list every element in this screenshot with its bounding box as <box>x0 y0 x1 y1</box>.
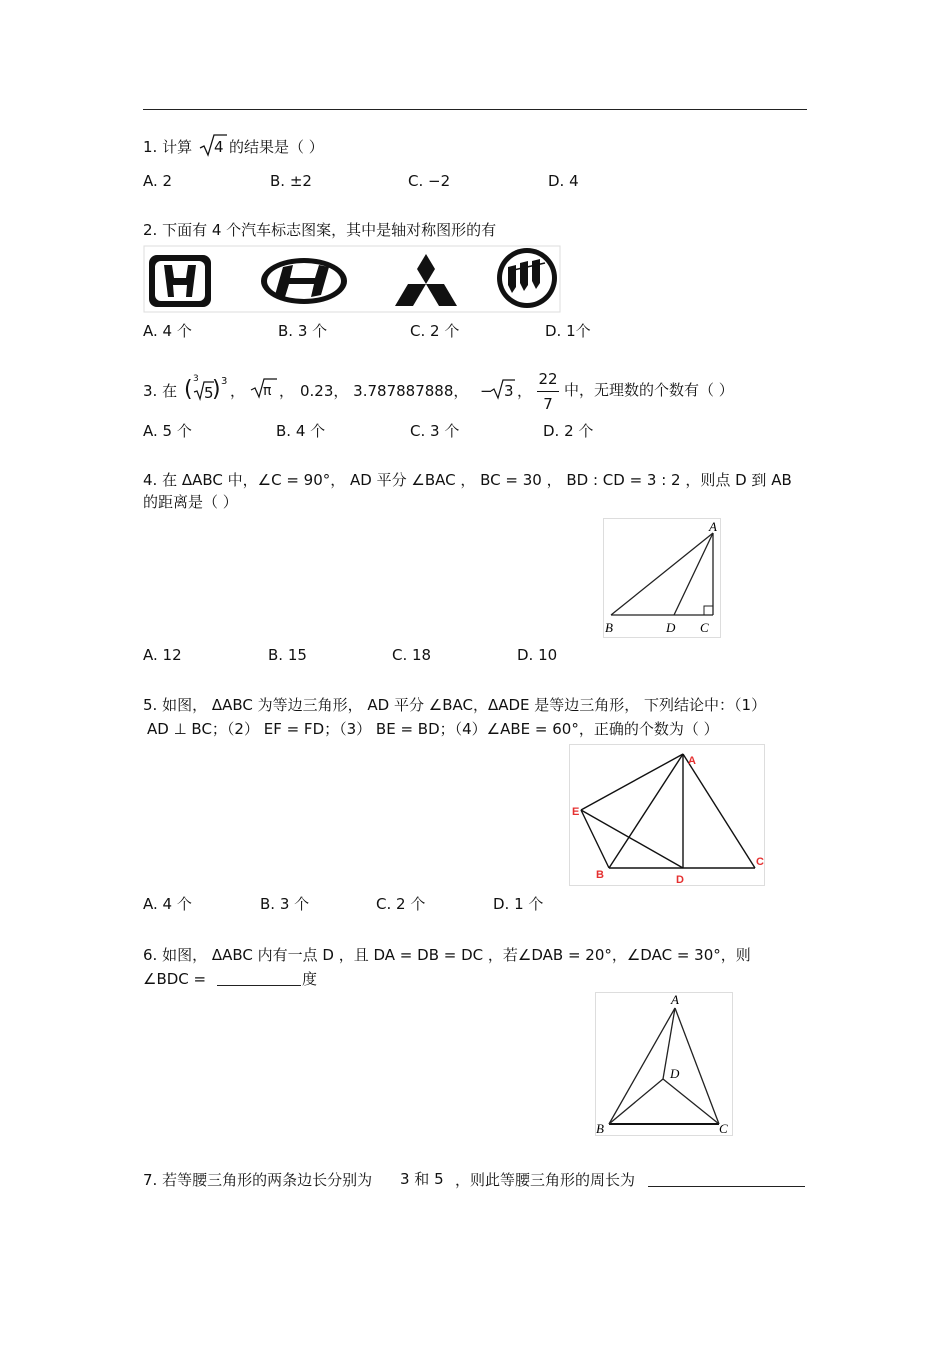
q3-paren-close: ) <box>212 377 221 402</box>
q6-label-d: D <box>670 1066 680 1081</box>
q4-label-b: B <box>605 620 613 635</box>
q1-text-b: 的结果是（ ） <box>229 138 324 156</box>
q3-frac-numerator: 22 <box>538 370 558 388</box>
q6-line-2-a: ∠BDC = <box>143 970 207 988</box>
q3-paren-open: ( <box>184 377 193 402</box>
q3-comma-3: ， <box>517 382 533 400</box>
q1-option-b: B. ±2 <box>270 172 312 190</box>
q5-option-a: A. 4 个 <box>143 895 192 913</box>
q3-power: 3 <box>221 376 228 387</box>
q5-option-c: C. 2 个 <box>376 895 426 913</box>
q6-label-a: A <box>671 992 679 1007</box>
q4-option-c: C. 18 <box>392 646 432 664</box>
q4-option-d: D. 10 <box>517 646 558 664</box>
q3-frac-denominator: 7 <box>543 395 553 413</box>
q3-terms-mid: 0.23， 3.787887888， <box>300 382 469 400</box>
q1-option-d: D. 4 <box>548 172 579 190</box>
q6-label-b: B <box>596 1121 604 1136</box>
q4-line-1: 4. 在 ΔABC 中，∠C = 90°， AD 平分 ∠BAC ， BC = 30 ， BD : CD = 3 : 2 ，则点 D 到 AB <box>143 471 792 489</box>
q3-comma-1: ， <box>230 382 246 400</box>
q5-label-a: A <box>688 755 696 767</box>
q5-option-d: D. 1 个 <box>493 895 544 913</box>
q4-line-2: 的距离是（ ） <box>143 493 238 511</box>
q3-option-c: C. 3 个 <box>410 422 460 440</box>
q4-option-a: A. 12 <box>143 646 182 664</box>
q5-label-b: B <box>596 869 604 881</box>
car-logos-figure <box>143 245 561 313</box>
q2-option-b: B. 3 个 <box>278 322 328 340</box>
q4-option-b: B. 15 <box>268 646 307 664</box>
q3-radicand-5: 5 <box>204 384 214 402</box>
q4-label-d: D <box>666 620 676 635</box>
q6-label-c: C <box>719 1121 728 1136</box>
q2-option-d: D. 1个 <box>545 322 591 340</box>
q3-pi: π <box>263 383 272 399</box>
q3-root-index: 3 <box>193 374 199 384</box>
q1-radicand: 4 <box>214 138 224 156</box>
header-rule <box>143 109 807 110</box>
hyundai-logo <box>261 258 347 304</box>
q3-neg-sqrt-radicand: 3 <box>504 382 514 400</box>
mitsubishi-logo <box>395 254 457 306</box>
q5-label-c: C <box>756 856 764 868</box>
q3-option-d: D. 2 个 <box>543 422 594 440</box>
q6-line-2-b: 度 <box>302 970 318 988</box>
q2-text: 2. 下面有 4 个汽车标志图案，其中是轴对称图形的有 <box>143 221 497 239</box>
q5-line-1: 5. 如图， ΔABC 为等边三角形， AD 平分 ∠BAC，ΔADE 是等边三角形， 下列结论中：（1） <box>143 696 767 714</box>
q3-minus: − <box>480 382 493 400</box>
q5-option-b: B. 3 个 <box>260 895 310 913</box>
q6-triangle-figure <box>595 992 733 1136</box>
q3-option-b: B. 4 个 <box>276 422 326 440</box>
q4-label-c: C <box>700 620 709 635</box>
q1-text-a: 1. 计算 <box>143 138 193 156</box>
q6-answer-blank[interactable] <box>217 971 301 986</box>
q4-triangle-figure <box>603 518 721 638</box>
q1-option-a: A. 2 <box>143 172 173 190</box>
q1-option-c: C. −2 <box>408 172 451 190</box>
buick-logo <box>497 248 557 308</box>
q3-frac-bar <box>537 391 559 392</box>
q6-line-1: 6. 如图， ΔABC 内有一点 D ，且 DA = DB = DC ，若∠DAB = 20°，∠DAC = 30°，则 <box>143 946 751 964</box>
q7-text-a: 7. 若等腰三角形的两条边长分别为 <box>143 1171 373 1189</box>
q2-option-c: C. 2 个 <box>410 322 460 340</box>
honda-logo <box>149 255 211 307</box>
q7-text-b: 3 和 5 <box>400 1170 444 1188</box>
q4-label-a: A <box>709 519 717 534</box>
q3-suffix: 中，无理数的个数有（ ） <box>564 381 734 399</box>
q5-line-2: AD ⊥ BC；（2） EF = FD；（3） BE = BD；（4）∠ABE = 60°，正确的个数为（ ） <box>147 720 719 738</box>
q3-comma-2: ， <box>279 382 295 400</box>
q3-prefix: 3. 在 <box>143 382 178 400</box>
q5-triangle-figure <box>569 744 765 886</box>
q7-answer-blank[interactable] <box>648 1172 805 1187</box>
q3-option-a: A. 5 个 <box>143 422 192 440</box>
q7-text-c: ，则此等腰三角形的周长为 <box>455 1171 636 1189</box>
q5-label-e: E <box>572 806 580 818</box>
q2-option-a: A. 4 个 <box>143 322 192 340</box>
q5-label-d: D <box>676 874 684 886</box>
